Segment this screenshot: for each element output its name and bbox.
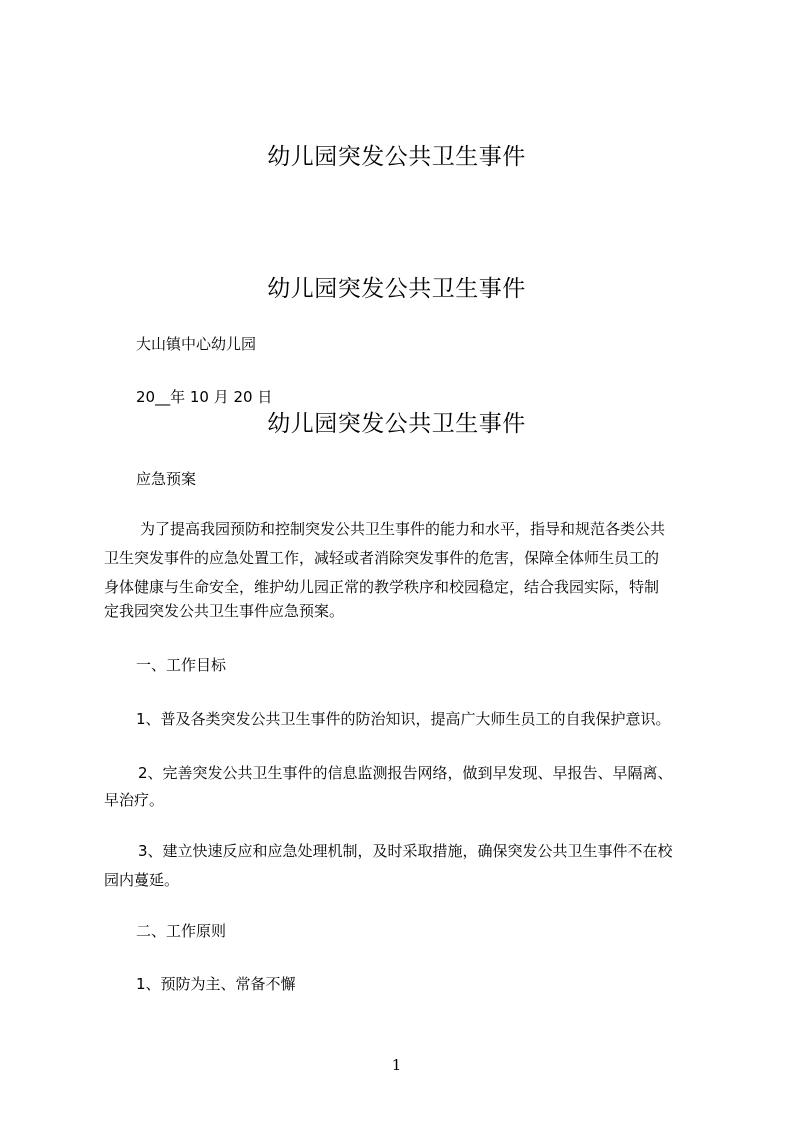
plan-label: 应急预案 [136,470,197,488]
goal-item-continuation: 园内蔓延。 [104,871,180,889]
document-title: 幼儿园突发公共卫生事件 [267,144,526,170]
intro-line: 卫生突发事件的应急处置工作，减轻或者消除突发事件的危害，保障全体师生员工的 [104,549,660,567]
goal-item: 2、完善突发公共卫生事件的信息监测报告网络，做到早发现、早报告、早隔离、 [138,764,673,782]
goal-item: 3、建立快速反应和应急处理机制，及时采取措施，确保突发公共卫生事件不在校 [138,842,673,860]
section-heading-goals: 一、工作目标 [136,656,227,674]
intro-line: 身体健康与生命安全，维护幼儿园正常的教学秩序和校园稳定，结合我园实际，特制 [104,578,660,596]
intro-line: 为了提高我园预防和控制突发公共卫生事件的能力和水平，指导和规范各类公共 [140,520,666,538]
goal-item-continuation: 早治疗。 [104,791,165,809]
page-number: 1 [391,1056,402,1074]
section-heading-principles: 二、工作原则 [136,922,227,940]
document-title-third: 幼儿园突发公共卫生事件 [267,411,526,437]
organization-name: 大山镇中心幼儿园 [136,335,257,353]
principle-item: 1、预防为主、常备不懈 [136,975,296,993]
document-date: 20__年 10 月 20 日 [136,388,273,406]
intro-line: 定我园突发公共卫生事件应急预案。 [104,602,345,620]
document-title-repeat: 幼儿园突发公共卫生事件 [267,276,526,302]
goal-item: 1、普及各类突发公共卫生事件的防治知识，提高广大师生员工的自我保护意识。 [136,710,671,728]
